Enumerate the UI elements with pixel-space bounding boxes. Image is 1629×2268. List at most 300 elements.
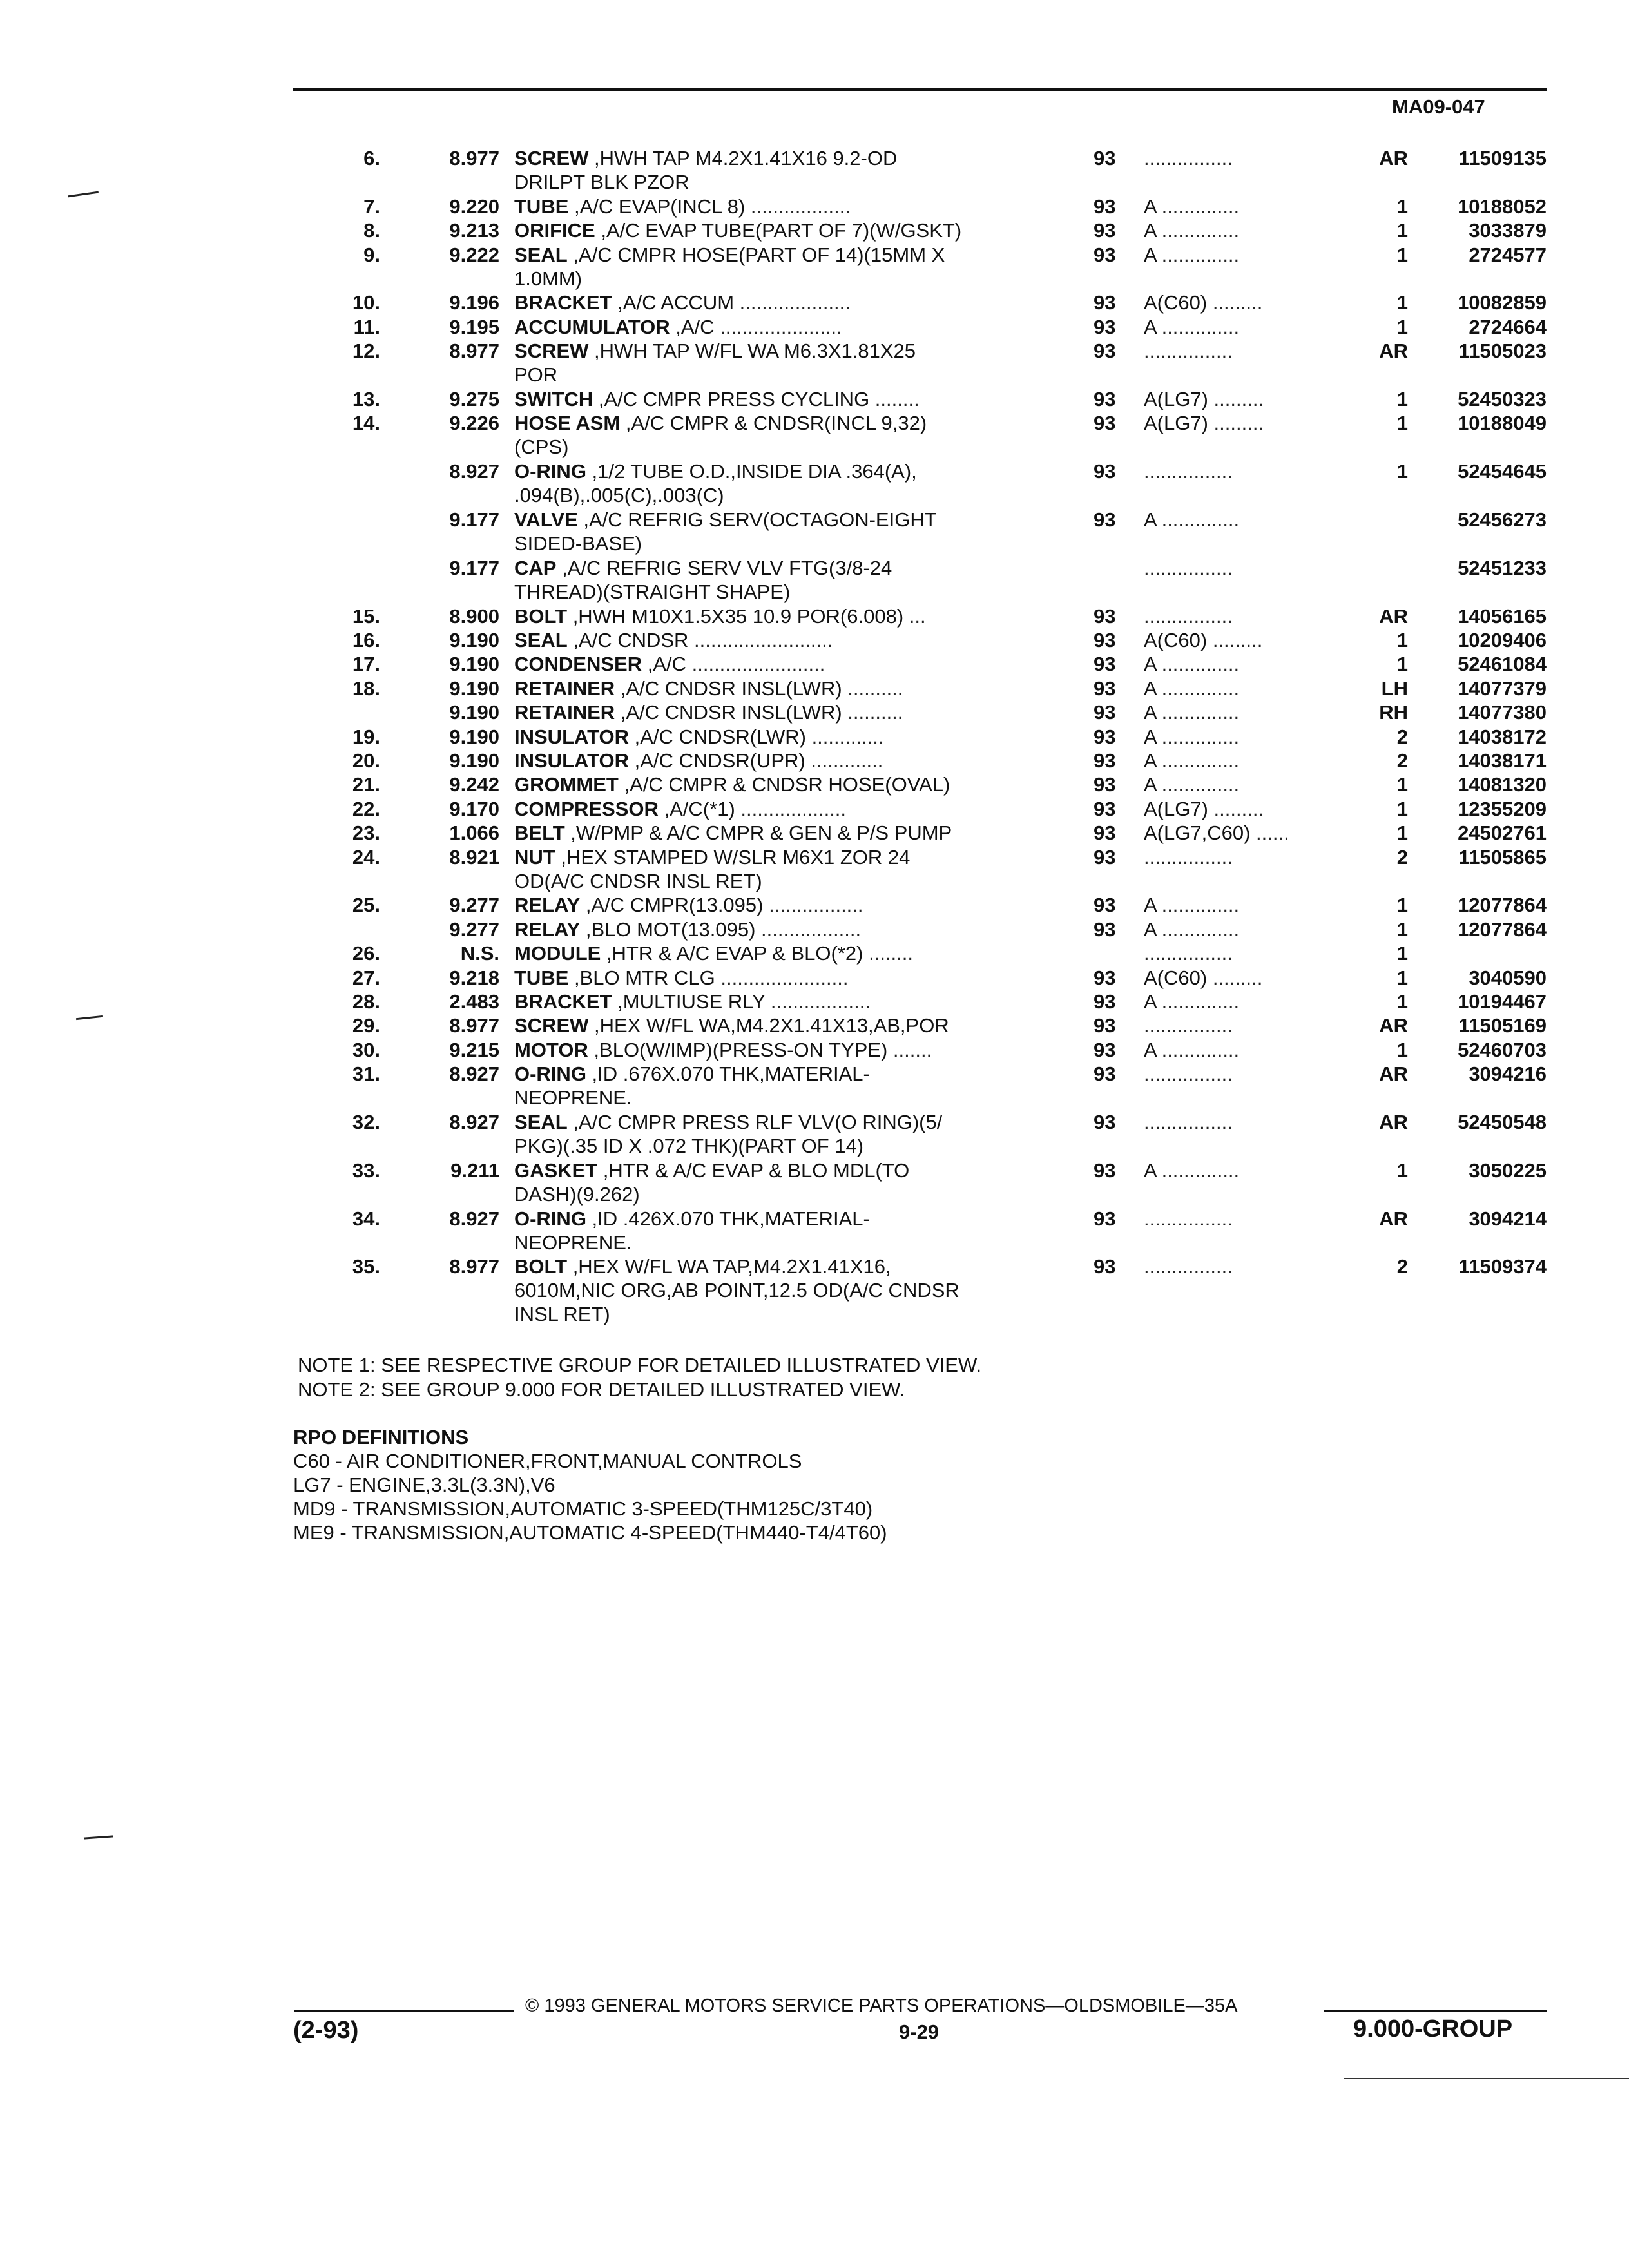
group-number: 8.977 [449,147,499,169]
usage-code [1144,339,1356,363]
part-description-continued: 1.0MM) [514,267,583,290]
dot-leader: ......................... [688,629,833,651]
dot-leader: ... [903,605,926,628]
model-year: 93 [1094,605,1116,628]
part-number: 52450548 [1458,1111,1547,1133]
quantity: 1 [1396,918,1408,941]
item-number: 15. [352,605,380,628]
part-description-continued: .094(B),.005(C),.003(C) [514,484,724,506]
bottom-rule [1344,2078,1629,2079]
part-description-continued: NEOPRENE. [514,1086,632,1109]
usage-code-text: A(LG7) [1144,798,1208,820]
model-year: 93 [1094,340,1116,362]
note-2: NOTE 2: SEE GROUP 9.000 FOR DETAILED ILLUSTRATED VIEW. [298,1378,905,1401]
group-number: 9.190 [449,677,499,700]
part-detail: ,A/C CNDSR(LWR) [628,726,806,748]
quantity: 1 [1396,942,1408,965]
part-number: 14077379 [1458,677,1547,700]
dot-leader: ................... [735,798,847,820]
quantity: 1 [1396,894,1408,916]
part-number: 3050225 [1469,1159,1547,1182]
group-number: 9.177 [449,508,499,531]
model-year: 93 [1094,1207,1116,1230]
part-name: BELT [514,822,565,844]
model-year: 93 [1094,749,1116,772]
quantity: 1 [1396,316,1408,338]
usage-code-text: A(LG7,C60) [1144,822,1251,844]
usage-code-text: A [1144,701,1156,724]
dot-leader: ................ [1144,1207,1233,1230]
part-name: BRACKET [514,990,612,1013]
part-number: 10209406 [1458,629,1547,651]
usage-code [1144,1110,1356,1134]
item-number: 10. [352,291,380,314]
dot-leader: .............. [1155,316,1240,338]
binder-mark [76,1015,103,1020]
quantity: AR [1379,605,1408,628]
part-name: VALVE [514,508,578,531]
part-detail: ,A/C REFRIG SERV(OCTAGON-EIGHT [577,508,937,531]
binder-mark [84,1835,113,1839]
item-number: 9. [363,244,380,266]
group-number: 8.921 [449,846,499,869]
quantity: AR [1379,1014,1408,1037]
part-description [514,773,1043,796]
usage-code-text: A [1144,219,1156,242]
dot-leader: ........................ [686,653,825,675]
part-number: 12077864 [1458,918,1547,941]
quantity: AR [1379,1062,1408,1085]
dot-leader: .............. [1155,918,1240,941]
group-number: 9.211 [450,1159,499,1182]
dot-leader: .................. [755,918,862,941]
rpo-definitions [293,1425,887,1544]
model-year: 93 [1094,677,1116,700]
usage-code [1144,243,1356,267]
part-name: O-RING [514,1062,586,1085]
model-year: 93 [1094,1014,1116,1037]
part-number: 10188052 [1458,195,1547,218]
footer-rule-right [1324,2010,1547,2012]
usage-code [1144,459,1356,483]
dot-leader: .............. [1155,653,1240,675]
part-description [514,966,1043,990]
part-number: 11509135 [1458,147,1547,169]
usage-code [1144,725,1356,749]
usage-code-text: A [1144,195,1156,218]
dot-leader: .............. [1155,1159,1240,1182]
part-description [514,652,1043,676]
part-description [514,821,1043,845]
dot-leader: ......... [1207,629,1263,651]
group-number: 8.900 [449,605,499,628]
part-detail: ,W/PMP & A/C CMPR & GEN & P/S PUMP [564,822,952,844]
usage-code-text: A [1144,244,1156,266]
part-name: BOLT [514,605,568,628]
model-year: 93 [1094,291,1116,314]
quantity: 2 [1396,726,1408,748]
dot-leader: ......... [1208,388,1264,410]
dot-leader: ....... [887,1039,932,1061]
item-number: 23. [352,822,380,844]
quantity: AR [1379,147,1408,169]
dot-leader: ......... [1207,966,1263,989]
model-year: 93 [1094,846,1116,869]
usage-code-text: A [1144,508,1156,531]
part-detail: ,HTR & A/C EVAP & BLO(*2) [601,942,863,965]
model-year: 93 [1094,388,1116,410]
usage-code [1144,700,1356,724]
quantity: 2 [1396,1255,1408,1278]
part-description-continued: PKG)(.35 ID X .072 THK)(PART OF 14) [514,1135,864,1157]
usage-code-text: A [1144,894,1156,916]
item-number: 14. [352,412,380,434]
quantity: 1 [1396,388,1408,410]
group-number: 8.927 [449,1111,499,1133]
dot-leader: .............. [1155,1039,1240,1061]
part-description [514,918,1043,941]
quantity: RH [1379,701,1408,724]
part-number: 52460703 [1458,1039,1547,1061]
dot-leader: ............. [805,726,884,748]
usage-code-text: A [1144,677,1156,700]
quantity: 1 [1396,822,1408,844]
dot-leader: ................. [763,894,863,916]
part-name: BRACKET [514,291,612,314]
group-number: 9.196 [449,291,499,314]
item-number: 19. [352,726,380,748]
part-name: RETAINER [514,701,615,724]
part-number: 52450323 [1458,388,1547,410]
group-number: 8.977 [449,1255,499,1278]
quantity: 1 [1396,798,1408,820]
item-number: 26. [352,942,380,965]
item-number: 35. [352,1255,380,1278]
part-description [514,604,1043,628]
quantity: 1 [1396,1039,1408,1061]
item-number: 8. [363,219,380,242]
usage-code [1144,387,1356,411]
group-number: 9.190 [449,749,499,772]
part-detail: ,BLO(W/IMP)(PRESS-ON TYPE) [588,1039,888,1061]
quantity: 1 [1396,460,1408,483]
item-number: 25. [352,894,380,916]
part-number: 3033879 [1469,219,1547,242]
usage-code [1144,941,1356,965]
part-description [514,508,1043,532]
usage-code-text: A [1144,773,1156,796]
dot-leader: ...... [1250,822,1289,844]
model-year: 93 [1094,147,1116,169]
part-detail: ,A/C CNDSR [567,629,689,651]
part-number: 24502761 [1458,822,1547,844]
quantity: 1 [1396,412,1408,434]
part-number: 52456273 [1458,508,1547,531]
quantity: 1 [1396,195,1408,218]
item-number: 21. [352,773,380,796]
group-number: 9.222 [449,244,499,266]
part-detail: ,HEX W/FL WA TAP,M4.2X1.41X16, [567,1255,891,1278]
part-detail: ,HEX STAMPED W/SLR M6X1 ZOR 24 [555,846,911,869]
part-name: RELAY [514,918,581,941]
part-detail: ,BLO MTR CLG [568,966,715,989]
dot-leader: .............. [1155,773,1240,796]
quantity: 1 [1396,1159,1408,1182]
dot-leader: ............. [805,749,883,772]
dot-leader: ................ [1144,942,1233,965]
quantity: 2 [1396,846,1408,869]
part-description [514,411,1043,435]
dot-leader: ................ [1144,460,1233,483]
model-year: 93 [1094,1159,1116,1182]
dot-leader: ........ [863,942,913,965]
part-number: 3040590 [1469,966,1547,989]
group-number: 9.215 [449,1039,499,1061]
usage-code-text: A [1144,653,1156,675]
usage-code [1144,1014,1356,1037]
usage-code-text: A [1144,749,1156,772]
dot-leader: ....................... [715,966,849,989]
part-detail: ,ID .676X.070 THK,MATERIAL- [586,1062,870,1085]
part-description [514,749,1043,773]
item-number: 32. [352,1111,380,1133]
model-year: 93 [1094,412,1116,434]
item-number: 13. [352,388,380,410]
part-description-continued: INSL RET) [514,1303,610,1325]
usage-code [1144,218,1356,242]
dot-leader: .............. [1155,195,1240,218]
dot-leader: ................ [1144,605,1233,628]
part-detail: ,A/C CMPR & CNDSR HOSE(OVAL) [618,773,950,796]
group-number: 9.218 [449,966,499,989]
item-number: 30. [352,1039,380,1061]
usage-code [1144,508,1356,532]
usage-code-text: A(C60) [1144,629,1208,651]
part-name: MOTOR [514,1039,588,1061]
dot-leader: .......... [842,701,903,724]
part-description [514,1158,1043,1182]
part-description [514,556,1043,580]
quantity: 1 [1396,773,1408,796]
usage-code-text: A(LG7) [1144,412,1208,434]
usage-code-text: A [1144,990,1156,1013]
dot-leader: ................ [1144,1014,1233,1037]
part-description [514,941,1043,965]
dot-leader: .............. [1155,677,1240,700]
header-rule [293,88,1547,91]
part-description-continued: POR [514,363,558,386]
group-number: N.S. [460,942,499,965]
dot-leader: ................ [1144,147,1233,169]
part-detail: ,A/C CMPR & CNDSR(INCL 9,32) [620,412,927,434]
dot-leader: .............. [1155,701,1240,724]
part-description [514,339,1043,363]
part-detail: ,A/C CNDSR INSL(LWR) [615,677,842,700]
usage-code-text: A(C60) [1144,966,1208,989]
part-description [514,146,1043,170]
group-label: 9.000-GROUP [1353,2015,1513,2042]
dot-leader: ......... [1207,291,1263,314]
dot-leader: ...................... [714,316,842,338]
part-description [514,218,1043,242]
part-description-continued: (CPS) [514,436,569,458]
dot-leader: ................ [1144,1062,1233,1085]
quantity: AR [1379,1111,1408,1133]
group-number: 8.927 [449,1062,499,1085]
quantity: AR [1379,1207,1408,1230]
dot-leader: .................. [745,195,851,218]
usage-code [1144,146,1356,170]
group-number: 9.226 [449,412,499,434]
group-number: 9.177 [449,557,499,579]
item-number: 18. [352,677,380,700]
group-number: 9.277 [449,894,499,916]
part-number: 52454645 [1458,460,1547,483]
part-detail: ,HWH TAP W/FL WA M6.3X1.81X25 [588,340,916,362]
group-number: 9.275 [449,388,499,410]
part-number: 3094214 [1469,1207,1547,1230]
usage-code-text: A [1144,918,1156,941]
model-year: 93 [1094,798,1116,820]
part-description [514,677,1043,700]
usage-code [1144,1062,1356,1086]
item-number: 34. [352,1207,380,1230]
usage-code [1144,1207,1356,1231]
part-detail: ,A/C EVAP TUBE(PART OF 7)(W/GSKT) [595,219,962,242]
part-number: 12355209 [1458,798,1547,820]
part-number: 3094216 [1469,1062,1547,1085]
quantity: 1 [1396,629,1408,651]
dot-leader: ................ [1144,846,1233,869]
part-name: CAP [514,557,557,579]
model-year: 93 [1094,629,1116,651]
model-year: 93 [1094,966,1116,989]
model-year: 93 [1094,1039,1116,1061]
part-name: INSULATOR [514,749,629,772]
rpo-item: MD9 - TRANSMISSION,AUTOMATIC 3-SPEED(THM125C/3T40) [293,1497,873,1520]
quantity: 1 [1396,966,1408,989]
part-name: ACCUMULATOR [514,316,670,338]
part-description [514,845,1043,869]
item-number: 20. [352,749,380,772]
part-name: RELAY [514,894,581,916]
dot-leader: .............. [1155,726,1240,748]
usage-code [1144,966,1356,990]
item-number: 33. [352,1159,380,1182]
part-detail: ,A/C [670,316,715,338]
part-number: 14077380 [1458,701,1547,724]
group-number: 1.066 [449,822,499,844]
model-year: 93 [1094,1111,1116,1133]
model-year: 93 [1094,894,1116,916]
part-name: CONDENSER [514,653,642,675]
part-number: 11509374 [1458,1255,1547,1278]
group-number: 9.190 [449,701,499,724]
part-number: 11505023 [1458,340,1547,362]
revision-date: (2-93) [293,2017,359,2044]
model-year: 93 [1094,1255,1116,1278]
part-description [514,1062,1043,1086]
part-description-continued: OD(A/C CNDSR INSL RET) [514,870,762,892]
item-number: 11. [353,316,380,338]
part-number: 14056165 [1458,605,1547,628]
part-description-continued: DRILPT BLK PZOR [514,171,689,193]
part-name: TUBE [514,966,569,989]
rpo-heading: RPO DEFINITIONS [293,1426,469,1448]
part-description [514,291,1043,314]
group-number: 9.242 [449,773,499,796]
part-number: 11505169 [1458,1014,1547,1037]
part-description [514,990,1043,1014]
part-name: SCREW [514,340,589,362]
quantity: 1 [1396,990,1408,1013]
part-name: O-RING [514,460,586,483]
model-year: 93 [1094,822,1116,844]
rpo-item: ME9 - TRANSMISSION,AUTOMATIC 4-SPEED(THM440-T4/4T60) [293,1521,887,1544]
group-number: 9.190 [449,653,499,675]
part-name: O-RING [514,1207,586,1230]
group-number: 9.195 [449,316,499,338]
group-number: 8.977 [449,340,499,362]
part-description [514,1207,1043,1231]
document-code: MA09-047 [1392,95,1485,118]
part-number: 2724577 [1469,244,1547,266]
quantity: 1 [1396,244,1408,266]
group-number: 8.927 [449,460,499,483]
usage-code [1144,821,1356,845]
usage-code [1144,893,1356,917]
group-number: 8.977 [449,1014,499,1037]
usage-code [1144,1254,1356,1278]
usage-code [1144,556,1356,580]
group-number: 9.213 [449,219,499,242]
usage-code-text: A(C60) [1144,291,1208,314]
part-number: 11505865 [1458,846,1547,869]
usage-code-text: A [1144,1039,1156,1061]
usage-code-text: A(LG7) [1144,388,1208,410]
part-name: RETAINER [514,677,615,700]
model-year: 93 [1094,316,1116,338]
item-number: 31. [352,1062,380,1085]
usage-code [1144,628,1356,652]
usage-code [1144,291,1356,314]
part-name: SWITCH [514,388,593,410]
footer-rule-left [294,2010,514,2012]
group-number: 9.170 [449,798,499,820]
part-name: MODULE [514,942,601,965]
part-detail: ,A/C CMPR PRESS RLF VLV(O RING)(5/ [567,1111,943,1133]
dot-leader: ......... [1208,798,1264,820]
part-detail: ,HWH M10X1.5X35 10.9 POR(6.008) [567,605,904,628]
group-number: 8.927 [449,1207,499,1230]
part-detail: ,A/C CNDSR(UPR) [628,749,805,772]
part-name: GASKET [514,1159,598,1182]
model-year: 93 [1094,508,1116,531]
part-detail: ,A/C CMPR HOSE(PART OF 14)(15MM X [567,244,945,266]
part-detail: ,A/C REFRIG SERV VLV FTG(3/8-24 [556,557,892,579]
dot-leader: .................. [765,990,871,1013]
usage-code [1144,918,1356,941]
part-detail: ,A/C(*1) [658,798,735,820]
usage-code [1144,411,1356,435]
item-number: 22. [352,798,380,820]
part-name: TUBE [514,195,569,218]
part-detail: ,A/C CMPR(13.095) [580,894,764,916]
model-year: 93 [1094,195,1116,218]
model-year: 93 [1094,701,1116,724]
part-description-continued: 6010M,NIC ORG,AB POINT,12.5 OD(A/C CNDSR [514,1279,959,1302]
part-description [514,700,1043,724]
